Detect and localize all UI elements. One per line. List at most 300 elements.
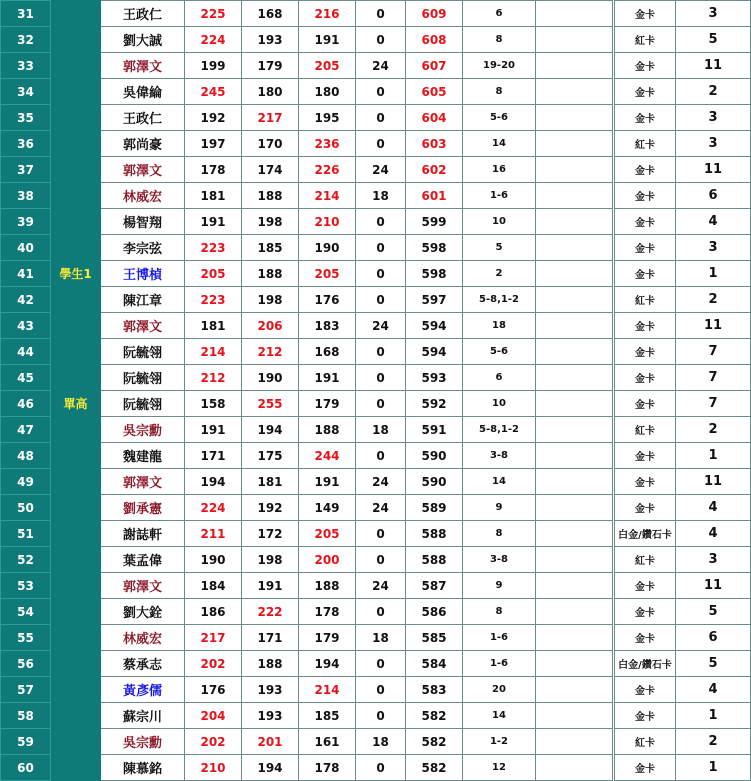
game1-score-cell: 223 xyxy=(185,235,242,261)
date-cell: 10 xyxy=(463,391,536,417)
game3-score-cell: 190 xyxy=(299,235,356,261)
rank-cell: 31 xyxy=(1,1,51,27)
empty-cell xyxy=(536,287,614,313)
total-score-cell: 587 xyxy=(406,573,463,599)
count-cell: 3 xyxy=(676,235,751,261)
table-row xyxy=(1,417,751,443)
game2-score-cell: 188 xyxy=(242,261,299,287)
game2-score-cell: 193 xyxy=(242,677,299,703)
game2-score-cell: 194 xyxy=(242,755,299,781)
date-cell: 9 xyxy=(463,495,536,521)
table-row xyxy=(1,573,751,599)
count-cell: 2 xyxy=(676,287,751,313)
count-cell: 4 xyxy=(676,677,751,703)
total-score-cell: 594 xyxy=(406,313,463,339)
empty-cell xyxy=(536,469,614,495)
game1-score-cell: 176 xyxy=(185,677,242,703)
player-name-cell: 阮毓翎 xyxy=(101,365,185,391)
player-name-cell: 郭澤文 xyxy=(101,469,185,495)
handicap-cell: 0 xyxy=(356,339,406,365)
handicap-cell: 0 xyxy=(356,27,406,53)
category-cell xyxy=(51,651,101,677)
handicap-cell: 0 xyxy=(356,131,406,157)
card-type-cell: 金卡 xyxy=(614,703,676,729)
player-name-cell: 劉大誠 xyxy=(101,27,185,53)
game3-score-cell: 216 xyxy=(299,1,356,27)
table-row xyxy=(1,547,751,573)
handicap-cell: 0 xyxy=(356,209,406,235)
game2-score-cell: 192 xyxy=(242,495,299,521)
game2-score-cell: 170 xyxy=(242,131,299,157)
table-row xyxy=(1,755,751,781)
category-cell xyxy=(51,469,101,495)
category-cell: 單高 xyxy=(51,391,101,417)
total-score-cell: 593 xyxy=(406,365,463,391)
count-cell: 1 xyxy=(676,261,751,287)
game1-score-cell: 191 xyxy=(185,209,242,235)
player-name-cell: 黃彥儒 xyxy=(101,677,185,703)
card-type-cell: 金卡 xyxy=(614,209,676,235)
date-cell: 5-8,1-2 xyxy=(463,417,536,443)
game1-score-cell: 199 xyxy=(185,53,242,79)
game3-score-cell: 179 xyxy=(299,391,356,417)
total-score-cell: 609 xyxy=(406,1,463,27)
handicap-cell: 0 xyxy=(356,1,406,27)
category-cell xyxy=(51,131,101,157)
table-row xyxy=(1,27,751,53)
handicap-cell: 18 xyxy=(356,625,406,651)
handicap-cell: 0 xyxy=(356,677,406,703)
game3-score-cell: 176 xyxy=(299,287,356,313)
count-cell: 5 xyxy=(676,27,751,53)
category-cell xyxy=(51,157,101,183)
handicap-cell: 0 xyxy=(356,79,406,105)
game1-score-cell: 191 xyxy=(185,417,242,443)
count-cell: 4 xyxy=(676,521,751,547)
player-name-cell: 郭澤文 xyxy=(101,313,185,339)
handicap-cell: 0 xyxy=(356,547,406,573)
rank-cell: 43 xyxy=(1,313,51,339)
total-score-cell: 582 xyxy=(406,703,463,729)
game3-score-cell: 205 xyxy=(299,521,356,547)
table-row xyxy=(1,625,751,651)
category-cell xyxy=(51,287,101,313)
handicap-cell: 0 xyxy=(356,599,406,625)
category-cell xyxy=(51,677,101,703)
card-type-cell: 紅卡 xyxy=(614,729,676,755)
total-score-cell: 598 xyxy=(406,235,463,261)
player-name-cell: 陳江章 xyxy=(101,287,185,313)
rank-cell: 46 xyxy=(1,391,51,417)
empty-cell xyxy=(536,313,614,339)
total-score-cell: 586 xyxy=(406,599,463,625)
empty-cell xyxy=(536,495,614,521)
handicap-cell: 0 xyxy=(356,651,406,677)
game2-score-cell: 198 xyxy=(242,547,299,573)
table-row xyxy=(1,235,751,261)
table-row xyxy=(1,521,751,547)
table-row xyxy=(1,651,751,677)
player-name-cell: 李宗弦 xyxy=(101,235,185,261)
count-cell: 6 xyxy=(676,625,751,651)
handicap-cell: 18 xyxy=(356,183,406,209)
count-cell: 1 xyxy=(676,703,751,729)
card-type-cell: 金卡 xyxy=(614,1,676,27)
card-type-cell: 金卡 xyxy=(614,755,676,781)
table-row xyxy=(1,53,751,79)
date-cell: 3-8 xyxy=(463,443,536,469)
total-score-cell: 607 xyxy=(406,53,463,79)
game3-score-cell: 178 xyxy=(299,599,356,625)
player-name-cell: 劉大銓 xyxy=(101,599,185,625)
empty-cell xyxy=(536,521,614,547)
game2-score-cell: 198 xyxy=(242,209,299,235)
player-name-cell: 謝誌軒 xyxy=(101,521,185,547)
player-name-cell: 林威宏 xyxy=(101,625,185,651)
game3-score-cell: 191 xyxy=(299,365,356,391)
game2-score-cell: 188 xyxy=(242,183,299,209)
game1-score-cell: 245 xyxy=(185,79,242,105)
rank-cell: 38 xyxy=(1,183,51,209)
table-row xyxy=(1,183,751,209)
game3-score-cell: 180 xyxy=(299,79,356,105)
rank-cell: 54 xyxy=(1,599,51,625)
game1-score-cell: 181 xyxy=(185,183,242,209)
rank-cell: 39 xyxy=(1,209,51,235)
game1-score-cell: 192 xyxy=(185,105,242,131)
empty-cell xyxy=(536,157,614,183)
game1-score-cell: 197 xyxy=(185,131,242,157)
game3-score-cell: 149 xyxy=(299,495,356,521)
empty-cell xyxy=(536,729,614,755)
rank-cell: 51 xyxy=(1,521,51,547)
total-score-cell: 585 xyxy=(406,625,463,651)
game3-score-cell: 161 xyxy=(299,729,356,755)
card-type-cell: 金卡 xyxy=(614,313,676,339)
card-type-cell: 紅卡 xyxy=(614,417,676,443)
handicap-cell: 24 xyxy=(356,495,406,521)
handicap-cell: 24 xyxy=(356,53,406,79)
player-name-cell: 郭澤文 xyxy=(101,573,185,599)
rank-cell: 58 xyxy=(1,703,51,729)
empty-cell xyxy=(536,105,614,131)
card-type-cell: 金卡 xyxy=(614,625,676,651)
count-cell: 11 xyxy=(676,573,751,599)
game1-score-cell: 214 xyxy=(185,339,242,365)
empty-cell xyxy=(536,261,614,287)
rank-cell: 40 xyxy=(1,235,51,261)
total-score-cell: 594 xyxy=(406,339,463,365)
rank-cell: 35 xyxy=(1,105,51,131)
player-name-cell: 魏建龍 xyxy=(101,443,185,469)
total-score-cell: 582 xyxy=(406,755,463,781)
empty-cell xyxy=(536,677,614,703)
card-type-cell: 金卡 xyxy=(614,599,676,625)
total-score-cell: 582 xyxy=(406,729,463,755)
game3-score-cell: 214 xyxy=(299,183,356,209)
rank-cell: 55 xyxy=(1,625,51,651)
rank-cell: 48 xyxy=(1,443,51,469)
game2-score-cell: 191 xyxy=(242,573,299,599)
table-row xyxy=(1,105,751,131)
handicap-cell: 0 xyxy=(356,755,406,781)
game1-score-cell: 181 xyxy=(185,313,242,339)
table-row xyxy=(1,287,751,313)
category-cell xyxy=(51,235,101,261)
category-cell xyxy=(51,703,101,729)
card-type-cell: 白金/鑽石卡 xyxy=(614,521,676,547)
empty-cell xyxy=(536,53,614,79)
game1-score-cell: 223 xyxy=(185,287,242,313)
empty-cell xyxy=(536,573,614,599)
total-score-cell: 598 xyxy=(406,261,463,287)
player-name-cell: 郭澤文 xyxy=(101,157,185,183)
count-cell: 11 xyxy=(676,53,751,79)
table-row xyxy=(1,495,751,521)
game2-score-cell: 179 xyxy=(242,53,299,79)
table-row xyxy=(1,391,751,417)
player-name-cell: 楊智翔 xyxy=(101,209,185,235)
game3-score-cell: 194 xyxy=(299,651,356,677)
game3-score-cell: 236 xyxy=(299,131,356,157)
card-type-cell: 金卡 xyxy=(614,365,676,391)
empty-cell xyxy=(536,391,614,417)
game3-score-cell: 188 xyxy=(299,573,356,599)
card-type-cell: 金卡 xyxy=(614,391,676,417)
card-type-cell: 金卡 xyxy=(614,443,676,469)
category-cell xyxy=(51,547,101,573)
card-type-cell: 金卡 xyxy=(614,469,676,495)
date-cell: 14 xyxy=(463,703,536,729)
game2-score-cell: 168 xyxy=(242,1,299,27)
date-cell: 14 xyxy=(463,131,536,157)
card-type-cell: 金卡 xyxy=(614,677,676,703)
rank-cell: 42 xyxy=(1,287,51,313)
game2-score-cell: 212 xyxy=(242,339,299,365)
category-cell xyxy=(51,339,101,365)
handicap-cell: 0 xyxy=(356,105,406,131)
card-type-cell: 金卡 xyxy=(614,495,676,521)
game3-score-cell: 210 xyxy=(299,209,356,235)
game1-score-cell: 171 xyxy=(185,443,242,469)
handicap-cell: 24 xyxy=(356,157,406,183)
category-cell xyxy=(51,209,101,235)
empty-cell xyxy=(536,235,614,261)
total-score-cell: 603 xyxy=(406,131,463,157)
table-row xyxy=(1,443,751,469)
count-cell: 4 xyxy=(676,209,751,235)
total-score-cell: 590 xyxy=(406,469,463,495)
card-type-cell: 金卡 xyxy=(614,573,676,599)
card-type-cell: 金卡 xyxy=(614,183,676,209)
card-type-cell: 白金/鑽石卡 xyxy=(614,651,676,677)
total-score-cell: 601 xyxy=(406,183,463,209)
date-cell: 8 xyxy=(463,521,536,547)
date-cell: 8 xyxy=(463,79,536,105)
date-cell: 12 xyxy=(463,755,536,781)
count-cell: 4 xyxy=(676,495,751,521)
category-cell xyxy=(51,495,101,521)
game3-score-cell: 195 xyxy=(299,105,356,131)
table-row xyxy=(1,261,751,287)
date-cell: 8 xyxy=(463,599,536,625)
player-name-cell: 林威宏 xyxy=(101,183,185,209)
handicap-cell: 0 xyxy=(356,365,406,391)
category-cell xyxy=(51,573,101,599)
handicap-cell: 24 xyxy=(356,573,406,599)
date-cell: 5 xyxy=(463,235,536,261)
total-score-cell: 590 xyxy=(406,443,463,469)
category-cell: 學生1 xyxy=(51,261,101,287)
rank-cell: 33 xyxy=(1,53,51,79)
count-cell: 3 xyxy=(676,105,751,131)
rank-cell: 50 xyxy=(1,495,51,521)
player-name-cell: 蔡承志 xyxy=(101,651,185,677)
game3-score-cell: 214 xyxy=(299,677,356,703)
table-row xyxy=(1,1,751,27)
game3-score-cell: 200 xyxy=(299,547,356,573)
game1-score-cell: 158 xyxy=(185,391,242,417)
category-cell xyxy=(51,729,101,755)
player-name-cell: 阮毓翎 xyxy=(101,339,185,365)
date-cell: 8 xyxy=(463,27,536,53)
table-row xyxy=(1,365,751,391)
player-name-cell: 阮毓翎 xyxy=(101,391,185,417)
date-cell: 18 xyxy=(463,313,536,339)
count-cell: 11 xyxy=(676,157,751,183)
rank-cell: 52 xyxy=(1,547,51,573)
date-cell: 19-20 xyxy=(463,53,536,79)
empty-cell xyxy=(536,1,614,27)
empty-cell xyxy=(536,131,614,157)
date-cell: 5-8,1-2 xyxy=(463,287,536,313)
category-cell xyxy=(51,755,101,781)
card-type-cell: 紅卡 xyxy=(614,27,676,53)
handicap-cell: 0 xyxy=(356,261,406,287)
rank-cell: 47 xyxy=(1,417,51,443)
game2-score-cell: 190 xyxy=(242,365,299,391)
table-row xyxy=(1,131,751,157)
game2-score-cell: 185 xyxy=(242,235,299,261)
game3-score-cell: 168 xyxy=(299,339,356,365)
game1-score-cell: 184 xyxy=(185,573,242,599)
game3-score-cell: 226 xyxy=(299,157,356,183)
category-cell xyxy=(51,27,101,53)
card-type-cell: 金卡 xyxy=(614,157,676,183)
card-type-cell: 金卡 xyxy=(614,261,676,287)
game2-score-cell: 201 xyxy=(242,729,299,755)
game3-score-cell: 188 xyxy=(299,417,356,443)
handicap-cell: 0 xyxy=(356,287,406,313)
handicap-cell: 0 xyxy=(356,443,406,469)
date-cell: 2 xyxy=(463,261,536,287)
empty-cell xyxy=(536,443,614,469)
rank-cell: 32 xyxy=(1,27,51,53)
count-cell: 3 xyxy=(676,1,751,27)
card-type-cell: 紅卡 xyxy=(614,287,676,313)
game1-score-cell: 212 xyxy=(185,365,242,391)
player-name-cell: 蘇宗川 xyxy=(101,703,185,729)
game2-score-cell: 180 xyxy=(242,79,299,105)
handicap-cell: 24 xyxy=(356,469,406,495)
total-score-cell: 599 xyxy=(406,209,463,235)
game2-score-cell: 206 xyxy=(242,313,299,339)
table-row xyxy=(1,677,751,703)
table-row xyxy=(1,313,751,339)
date-cell: 14 xyxy=(463,469,536,495)
game3-score-cell: 191 xyxy=(299,469,356,495)
rank-cell: 56 xyxy=(1,651,51,677)
card-type-cell: 金卡 xyxy=(614,53,676,79)
date-cell: 5-6 xyxy=(463,339,536,365)
player-name-cell: 吳宗勳 xyxy=(101,729,185,755)
rank-cell: 34 xyxy=(1,79,51,105)
player-name-cell: 王政仁 xyxy=(101,105,185,131)
game2-score-cell: 174 xyxy=(242,157,299,183)
game1-score-cell: 224 xyxy=(185,495,242,521)
category-cell xyxy=(51,521,101,547)
total-score-cell: 592 xyxy=(406,391,463,417)
game1-score-cell: 190 xyxy=(185,547,242,573)
count-cell: 7 xyxy=(676,391,751,417)
table-row xyxy=(1,79,751,105)
category-cell xyxy=(51,183,101,209)
game2-score-cell: 175 xyxy=(242,443,299,469)
player-name-cell: 郭尚豪 xyxy=(101,131,185,157)
game3-score-cell: 183 xyxy=(299,313,356,339)
total-score-cell: 589 xyxy=(406,495,463,521)
category-cell xyxy=(51,417,101,443)
rank-cell: 41 xyxy=(1,261,51,287)
card-type-cell: 紅卡 xyxy=(614,547,676,573)
game2-score-cell: 181 xyxy=(242,469,299,495)
game3-score-cell: 191 xyxy=(299,27,356,53)
player-name-cell: 郭澤文 xyxy=(101,53,185,79)
game1-score-cell: 217 xyxy=(185,625,242,651)
player-name-cell: 吳偉綸 xyxy=(101,79,185,105)
rank-cell: 53 xyxy=(1,573,51,599)
total-score-cell: 583 xyxy=(406,677,463,703)
rank-cell: 36 xyxy=(1,131,51,157)
game3-score-cell: 244 xyxy=(299,443,356,469)
game2-score-cell: 171 xyxy=(242,625,299,651)
game1-score-cell: 210 xyxy=(185,755,242,781)
card-type-cell: 金卡 xyxy=(614,235,676,261)
card-type-cell: 金卡 xyxy=(614,339,676,365)
count-cell: 3 xyxy=(676,131,751,157)
empty-cell xyxy=(536,79,614,105)
game3-score-cell: 179 xyxy=(299,625,356,651)
player-name-cell: 王政仁 xyxy=(101,1,185,27)
count-cell: 2 xyxy=(676,729,751,755)
category-cell xyxy=(51,313,101,339)
total-score-cell: 604 xyxy=(406,105,463,131)
game3-score-cell: 185 xyxy=(299,703,356,729)
category-cell xyxy=(51,625,101,651)
card-type-cell: 金卡 xyxy=(614,79,676,105)
rank-cell: 37 xyxy=(1,157,51,183)
total-score-cell: 588 xyxy=(406,547,463,573)
date-cell: 6 xyxy=(463,1,536,27)
game2-score-cell: 193 xyxy=(242,27,299,53)
total-score-cell: 608 xyxy=(406,27,463,53)
game1-score-cell: 202 xyxy=(185,729,242,755)
game1-score-cell: 224 xyxy=(185,27,242,53)
player-name-cell: 吳宗勳 xyxy=(101,417,185,443)
game2-score-cell: 188 xyxy=(242,651,299,677)
date-cell: 3-8 xyxy=(463,547,536,573)
table-row xyxy=(1,209,751,235)
